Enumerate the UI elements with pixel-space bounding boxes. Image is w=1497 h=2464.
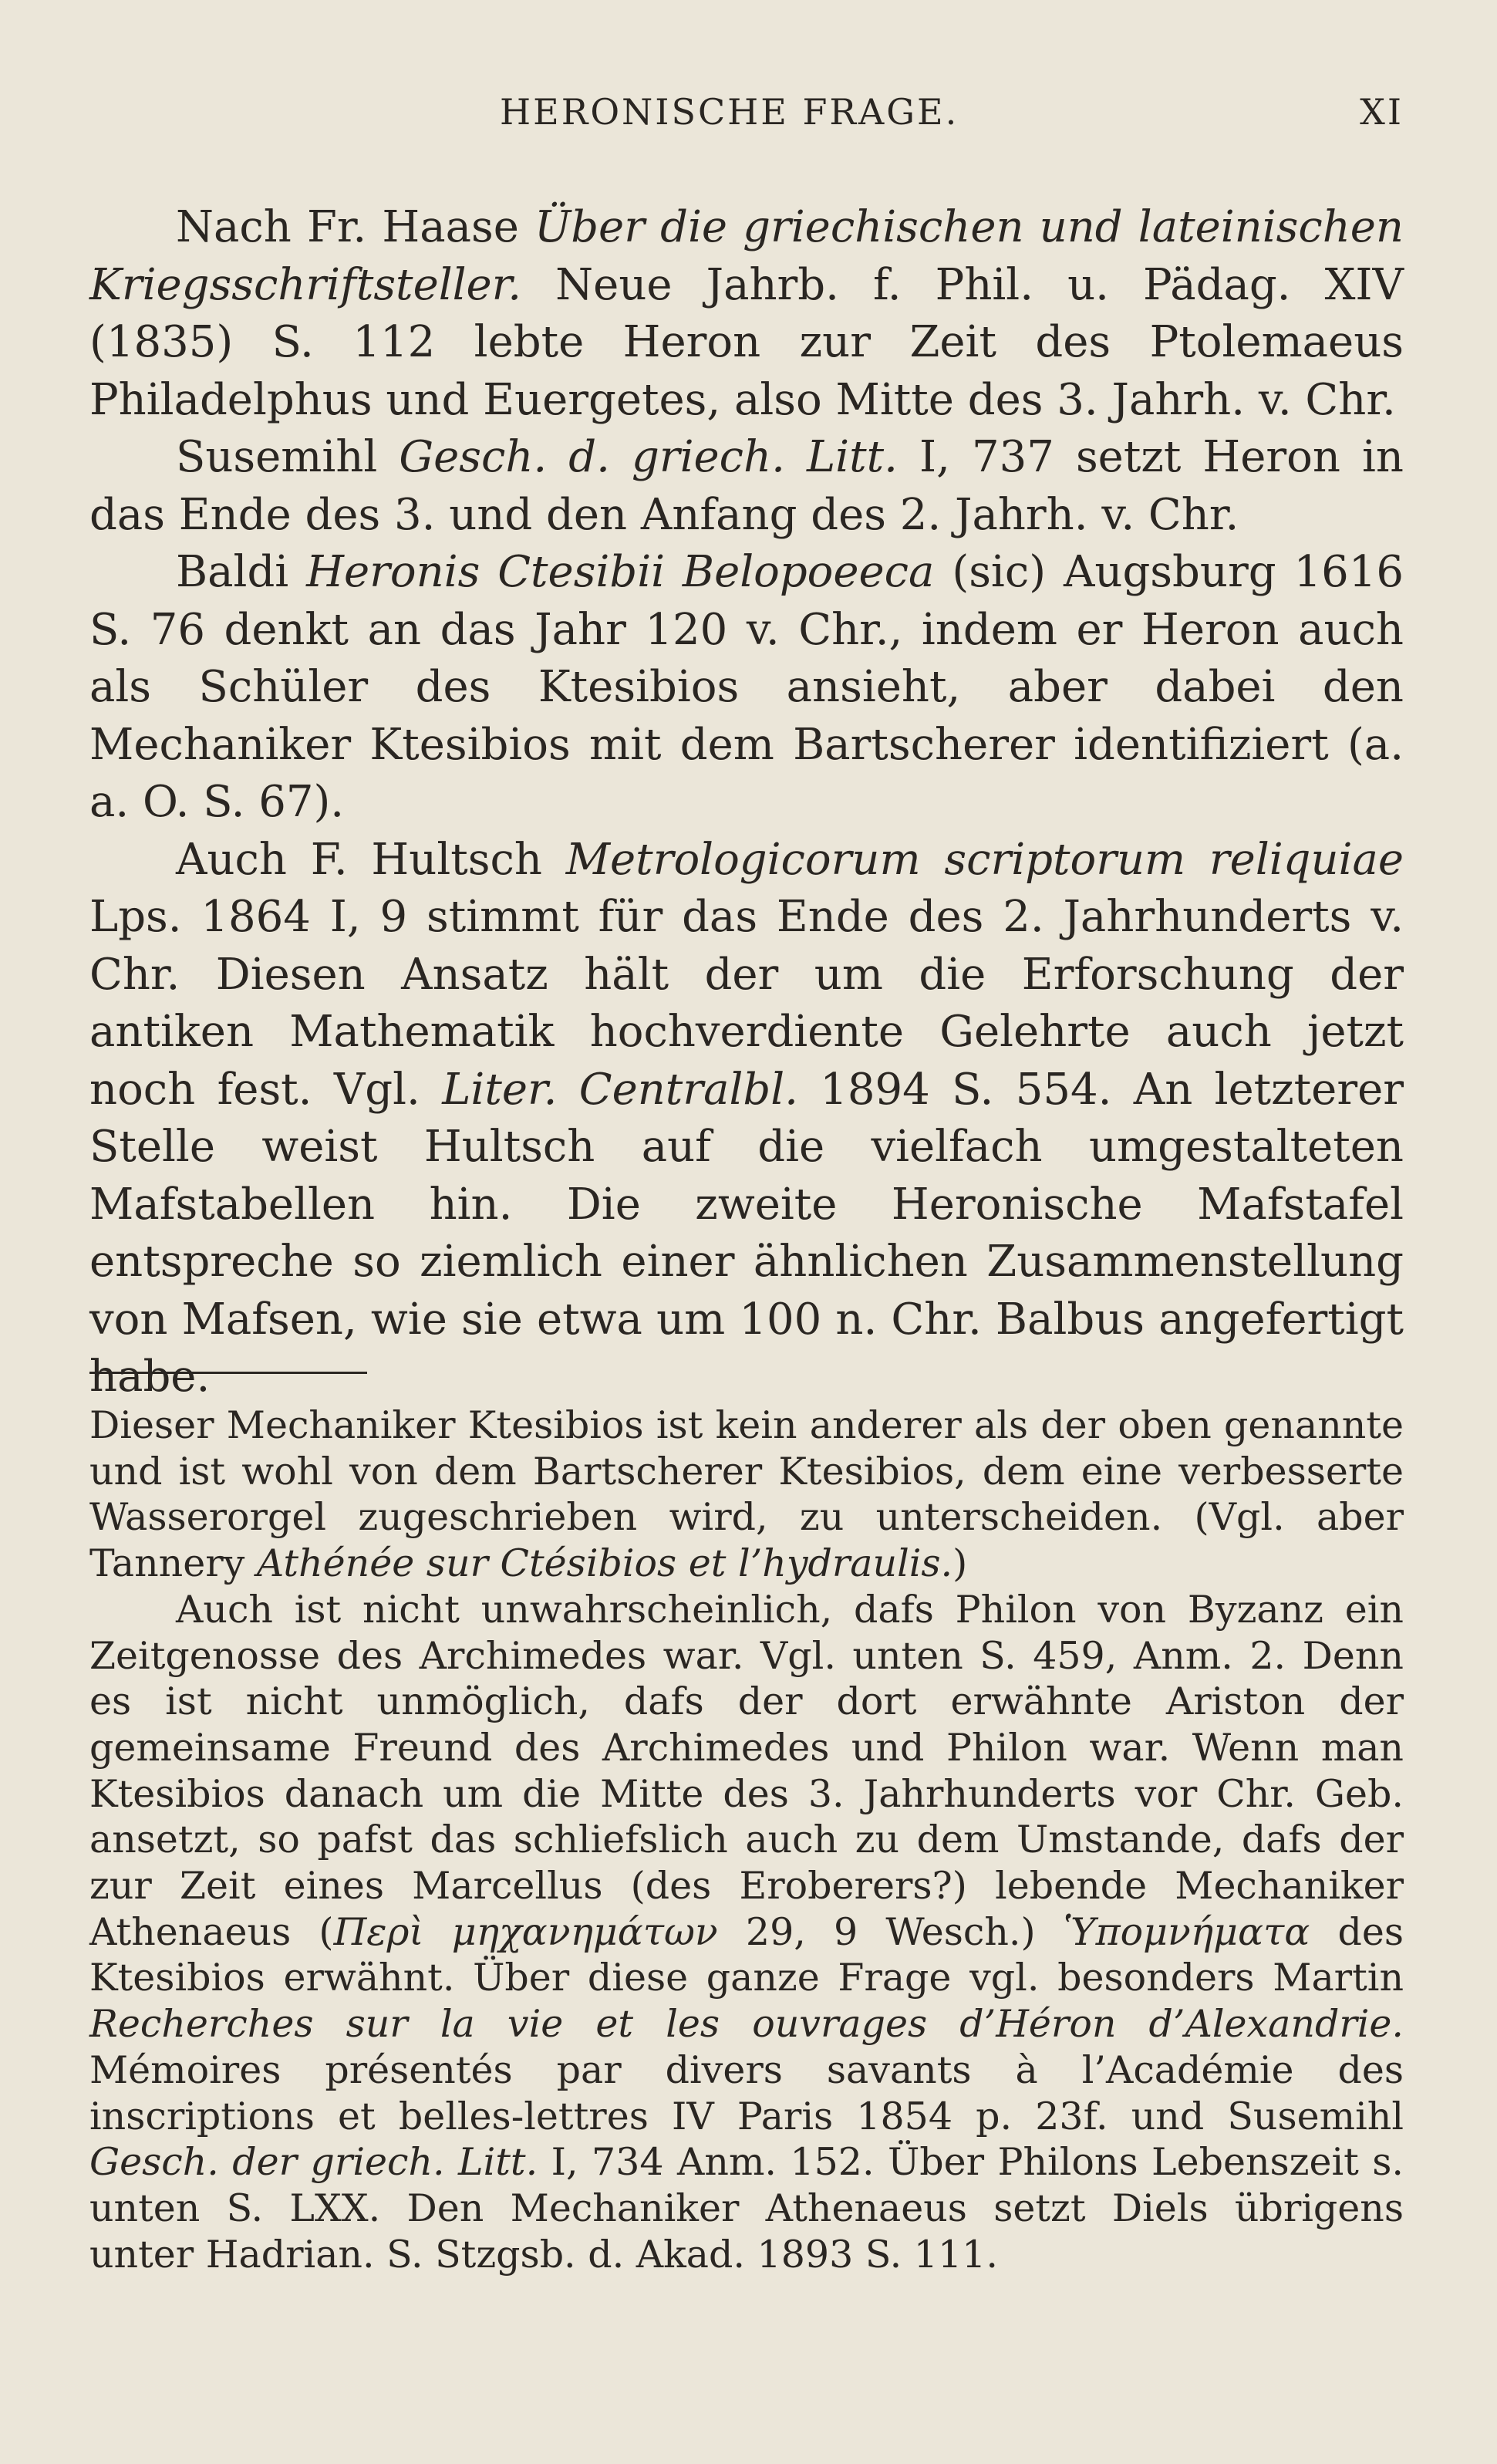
book-title: Heronis Ctesibii Belopoeeca <box>306 547 935 597</box>
greek-title: Περὶ μηχανημάτων <box>333 1909 718 1954</box>
text: ) <box>952 1541 968 1586</box>
text: Auch F. Hultsch <box>176 834 566 885</box>
book-title: Gesch. d. griech. Litt. <box>399 432 898 482</box>
text: Dieser Mechaniker Ktesibios ist kein anderer als der oben genannte und ist wohl von dem Bartscherer Ktesibios, dem eine verbesserte Wasserorgel zugeschrieben wird, zu unterscheiden. (Vgl. aber Tannery <box>89 1403 1404 1586</box>
book-title: Metrologicorum scriptorum reliquiae <box>565 834 1404 885</box>
text: (sic) Augsburg 1616 S. 76 denkt an das Jahr 120 v. Chr., indem er Heron auch als Schüler des Ktesibios ansieht, aber dabei den Mechaniker Ktesibios mit dem Bartscherer identifiziert (a. a. O. S. 67). <box>89 547 1404 827</box>
text: Lps. 1864 I, 9 stimmt für das Ende des 2. Jahrhunderts v. Chr. Diesen Ansatz hält der um die Erforschung der antiken Mathematik hochverdiente Gelehrte auch jetzt noch fest. Vgl. <box>89 892 1404 1115</box>
footnote-divider <box>89 1372 367 1374</box>
paragraph-haase <box>89 199 1404 429</box>
journal-title: Liter. Centralbl. <box>442 1064 798 1115</box>
footnote-ktesibios <box>89 1402 1404 1587</box>
text: Susemihl <box>176 432 400 482</box>
greek-title: Ὑπομνήματα <box>1063 1909 1310 1954</box>
running-header <box>89 91 1404 145</box>
book-title: Recherches sur la vie et les ouvrages d’Héron d’Alexandrie. <box>89 2002 1404 2047</box>
text: 1894 S. 554. An letzterer Stelle weist Hultsch auf die vielfach umgestalteten Mafstabellen hin. Die zweite Heronische Mafstafel entspreche so ziemlich einer ähnlichen Zusammenstellung von Mafsen, wie sie etwa um 100 n. Chr. Balbus angefertigt habe. <box>89 1064 1404 1402</box>
text: I, 734 Anm. 152. Über Philons Lebenszeit s. unten S. LXX. Den Mechaniker Athenaeus setzt Diels übrigens unter Hadrian. S. Stzgsb. d. Akad. 1893 S. 111. <box>89 2140 1404 2277</box>
footnotes <box>89 1402 1404 2277</box>
paragraph-baldi <box>89 544 1404 832</box>
text: Mémoires présentés par divers savants à l’Académie des inscriptions et belles-lettres IV Paris 1854 p. 23f. und Susemihl <box>89 2047 1404 2138</box>
running-title: HERONISCHE FRAGE. <box>500 91 959 133</box>
text: des Ktesibios erwähnt. Über diese ganze Frage vgl. besonders Martin <box>89 1909 1404 2000</box>
text: Nach Fr. Haase <box>176 202 535 252</box>
book-title: Athénée sur Ctésibios et l’hydraulis. <box>256 1541 953 1586</box>
text: Baldi <box>176 547 307 597</box>
footnote-philon <box>89 1587 1404 2278</box>
page-number: XI <box>1360 91 1404 133</box>
text: 29, 9 Wesch.) <box>717 1909 1064 1954</box>
book-title: Gesch. der griech. Litt. <box>89 2140 538 2185</box>
text: Neue Jahrb. f. Phil. u. Pädag. XIV (1835) S. 112 lebte Heron zur Zeit des Ptolemaeus Philadelphus und Euergetes, also Mitte des 3. Jahrh. v. Chr. <box>89 259 1404 425</box>
paragraph-susemihl <box>89 429 1404 544</box>
text: I, 737 setzt Heron in das Ende des 3. und den Anfang des 2. Jahrh. v. Chr. <box>89 432 1404 540</box>
book-title: Über die griechischen und lateinischen Kriegsschriftsteller. <box>89 202 1404 310</box>
paragraph-hultsch <box>89 832 1404 1406</box>
main-text <box>89 199 1404 1406</box>
text: Auch ist nicht unwahrscheinlich, dafs Philon von Byzanz ein Zeitgenosse des Archimedes war. Vgl. unten S. 459, Anm. 2. Denn es ist nicht unmöglich, dafs der dort erwähnte Ariston der gemeinsame Freund des Archimedes und Philon war. Wenn man Ktesibios danach um die Mitte des 3. Jahrhunderts vor Chr. Geb. ansetzt, so pafst das schliefslich auch zu dem Umstande, dafs der zur Zeit eines Marcellus (des Eroberers?) lebende Mechaniker Athenaeus ( <box>89 1587 1404 1954</box>
